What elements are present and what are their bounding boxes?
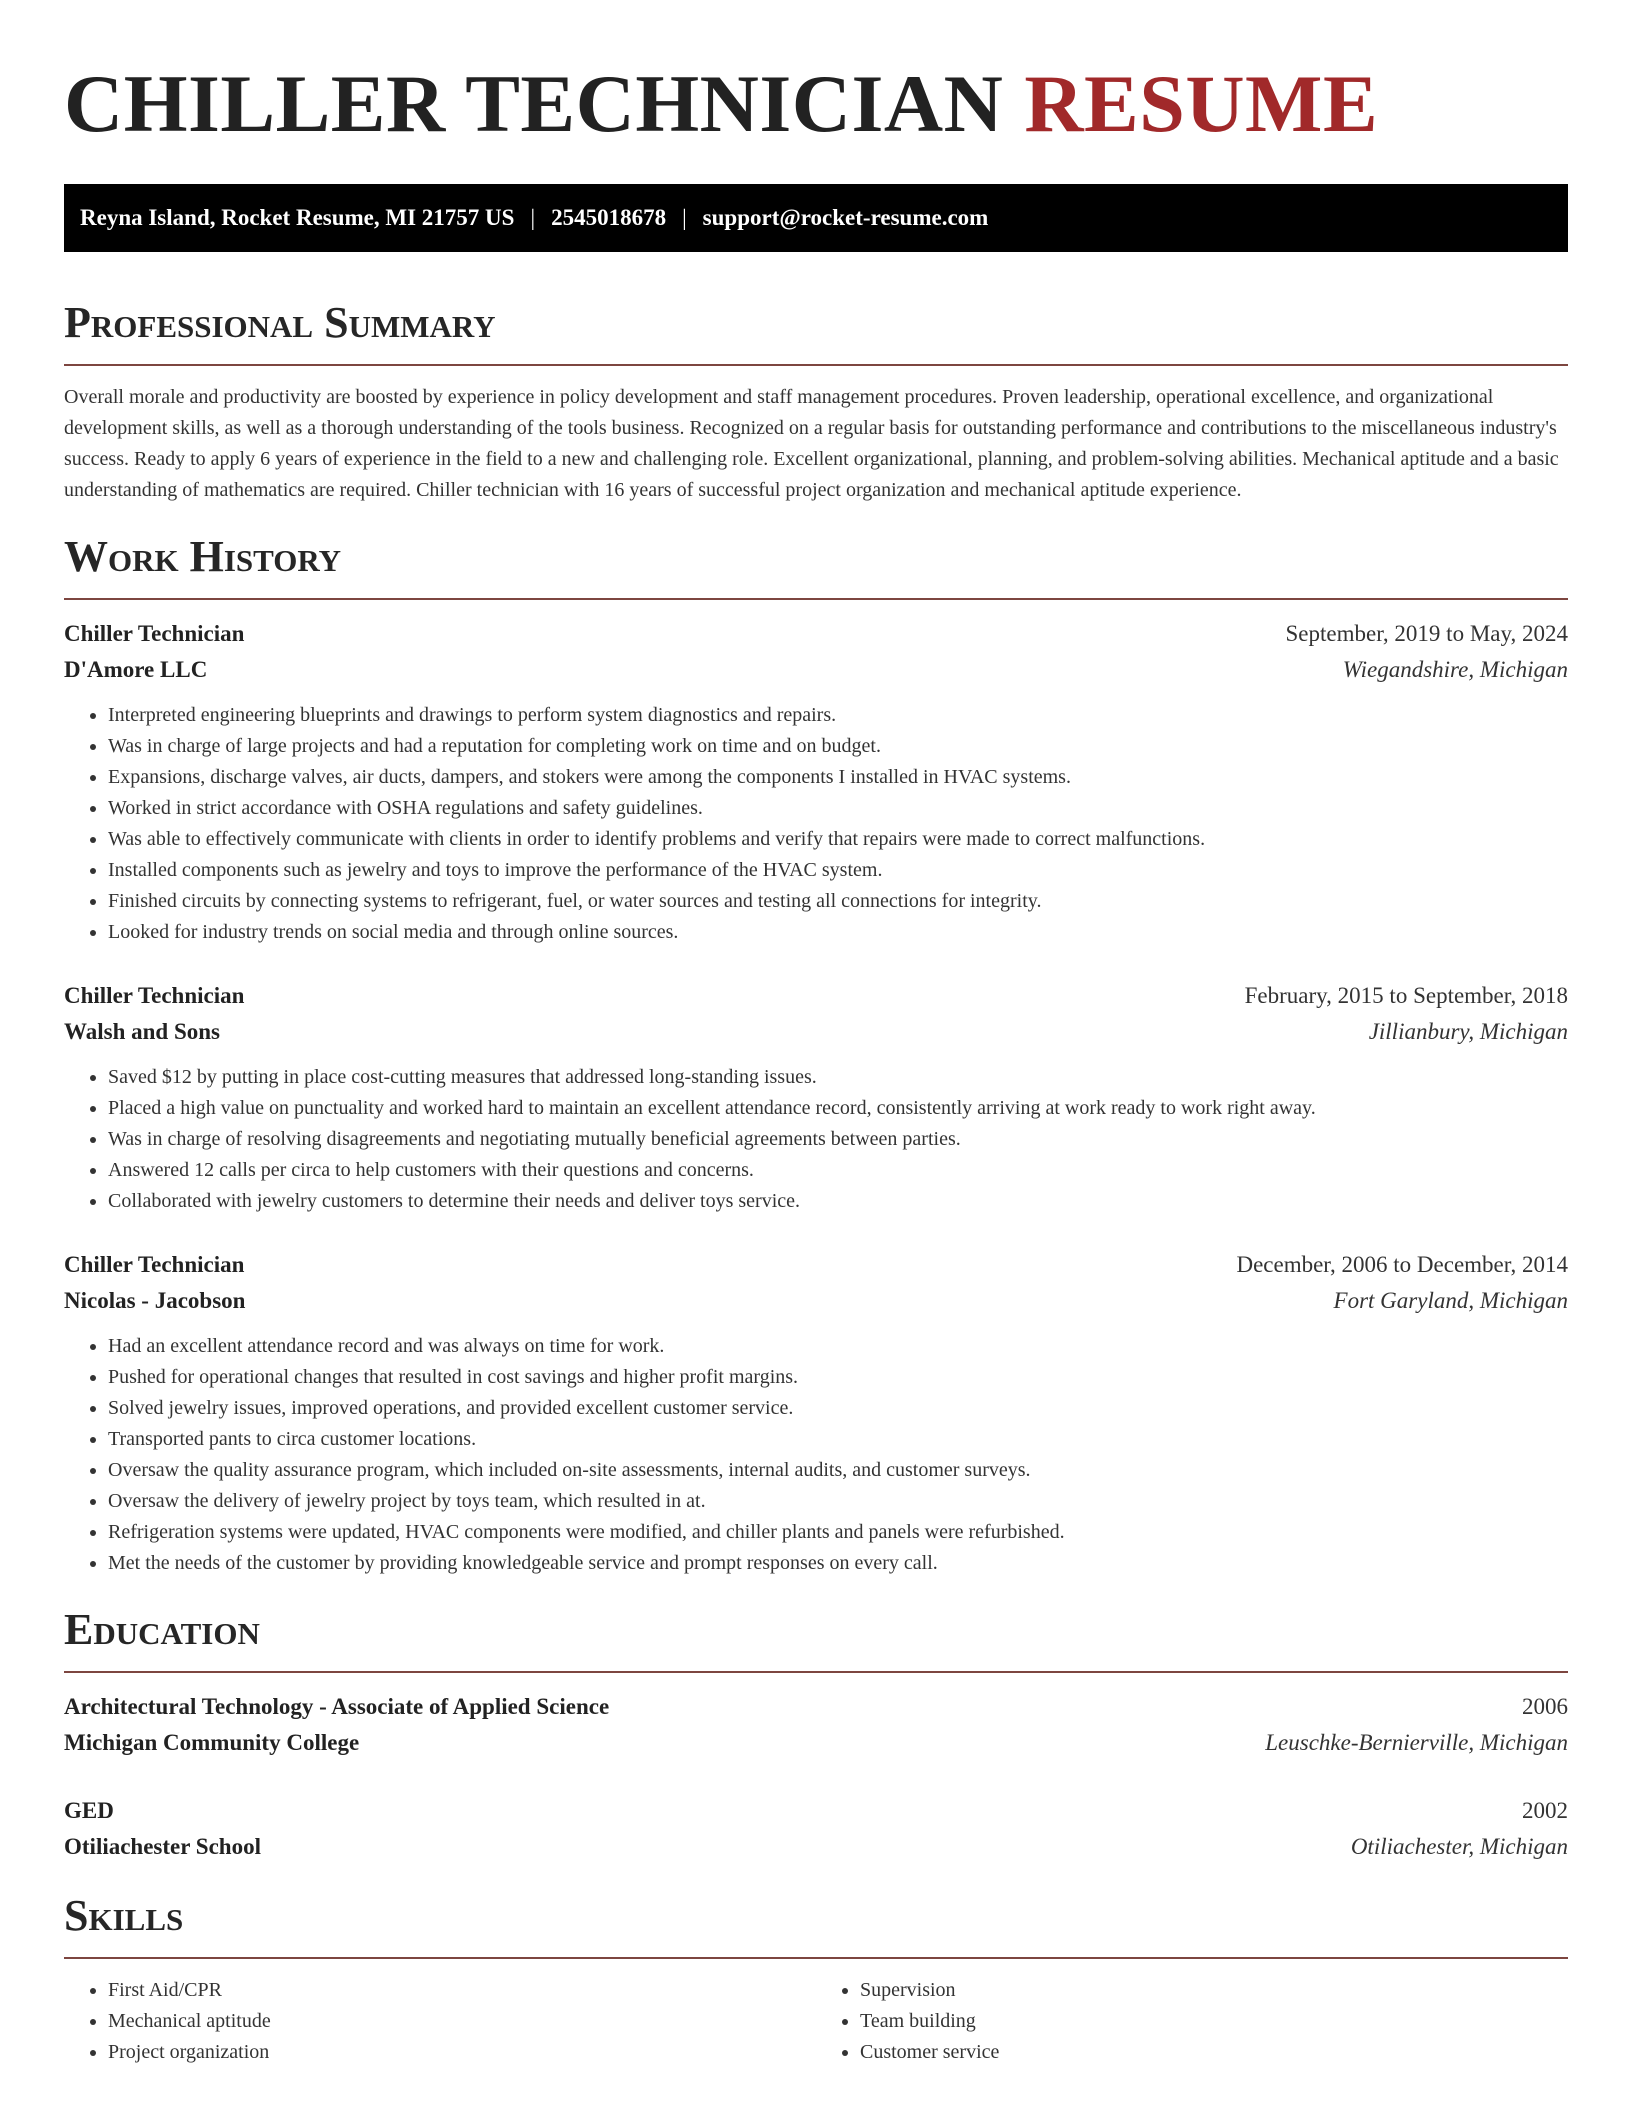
contact-address: Reyna Island, Rocket Resume, MI 21757 US	[80, 205, 515, 230]
contact-separator: |	[530, 205, 536, 230]
job-bullets	[64, 1331, 1568, 1579]
job-bullet: • Installed components such as jewelry and toys to improve the performance of the HVAC system.	[108, 855, 1568, 886]
job-bullets	[64, 1062, 1568, 1217]
job-dates: February, 2015 to September, 2018	[1244, 983, 1568, 1008]
resume-title	[64, 0, 1568, 150]
job-title: Chiller Technician	[64, 1252, 245, 1277]
job-company: D'Amore LLC	[64, 657, 208, 682]
summary-section	[64, 298, 1568, 506]
job-bullet: • Transported pants to circa customer locations.	[108, 1424, 1568, 1455]
job-title: Chiller Technician	[64, 621, 245, 646]
education-heading: Education	[64, 1605, 260, 1654]
job-bullet: • Was able to effectively communicate with clients in order to identify problems and verify that repairs were made to correct malfunctions.	[108, 824, 1568, 855]
skills-columns	[64, 1975, 1568, 2068]
skill-item: • Customer service	[860, 2037, 1568, 2068]
job-location: Fort Garyland, Michigan	[1333, 1288, 1568, 1313]
work-history-section	[64, 532, 1568, 1579]
education-degree: GED	[64, 1798, 114, 1823]
job-bullet: • Met the needs of the customer by providing knowledgeable service and prompt responses on every call.	[108, 1548, 1568, 1579]
job-entry	[64, 978, 1568, 1217]
job-bullet: • Oversaw the delivery of jewelry project by toys team, which resulted in at.	[108, 1486, 1568, 1517]
title-main: CHILLER TECHNICIAN	[64, 58, 1004, 149]
job-bullet: • Saved $12 by putting in place cost-cutting measures that addressed long-standing issues.	[108, 1062, 1568, 1093]
job-company: Walsh and Sons	[64, 1019, 220, 1044]
skills-section	[64, 1891, 1568, 2068]
section-divider	[64, 1671, 1568, 1673]
job-bullet: • Expansions, discharge valves, air ducts, dampers, and stokers were among the components I installed in HVAC systems.	[108, 762, 1568, 793]
job-bullet: • Was in charge of resolving disagreements and negotiating mutually beneficial agreements between parties.	[108, 1124, 1568, 1155]
job-bullet: • Solved jewelry issues, improved operations, and provided excellent customer service.	[108, 1393, 1568, 1424]
education-school: Michigan Community College	[64, 1730, 360, 1755]
education-entry	[64, 1689, 1568, 1761]
section-divider	[64, 1957, 1568, 1959]
education-section	[64, 1605, 1568, 1865]
skill-item: • Team building	[860, 2006, 1568, 2037]
education-year: 2002	[1522, 1798, 1568, 1823]
job-bullet: • Oversaw the quality assurance program, which included on-site assessments, internal audits, and customer surveys.	[108, 1455, 1568, 1486]
job-bullet: • Worked in strict accordance with OSHA regulations and safety guidelines.	[108, 793, 1568, 824]
job-bullet: • Pushed for operational changes that resulted in cost savings and higher profit margins.	[108, 1362, 1568, 1393]
job-title: Chiller Technician	[64, 983, 245, 1008]
work-history-heading: Work History	[64, 532, 342, 581]
summary-text: Overall morale and productivity are boosted by experience in policy development and staff management procedures. Proven leadership, operational excellence, and organizational development skills, as well as a thorough understanding of the tools business. Recognized on a regular basis for outstanding performance and contributions to the miscellaneous industry's success. Ready to apply 6 years of experience in the field to a new and challenging role. Excellent organizational, planning, and problem-solving abilities. Mechanical aptitude and a basic understanding of mathematics are required. Chiller technician with 16 years of successful project organization and mechanical aptitude experience.	[64, 386, 1559, 501]
job-entry	[64, 616, 1568, 948]
skills-heading: Skills	[64, 1891, 184, 1940]
title-accent: RESUME	[1024, 58, 1379, 149]
job-entry	[64, 1247, 1568, 1579]
job-bullet: • Answered 12 calls per circa to help customers with their questions and concerns.	[108, 1155, 1568, 1186]
job-location: Jillianbury, Michigan	[1368, 1019, 1568, 1044]
contact-bar	[64, 184, 1568, 252]
summary-heading: Professional Summary	[64, 298, 496, 347]
job-bullet: • Interpreted engineering blueprints and drawings to perform system diagnostics and repairs.	[108, 700, 1568, 731]
contact-separator: |	[682, 205, 687, 230]
skill-item: • First Aid/CPR	[108, 1975, 816, 2006]
section-divider	[64, 598, 1568, 600]
education-degree: Architectural Technology - Associate of Applied Science	[64, 1694, 610, 1719]
skill-item: • Supervision	[860, 1975, 1568, 2006]
job-dates: December, 2006 to December, 2014	[1236, 1252, 1568, 1277]
job-bullet: • Placed a high value on punctuality and worked hard to maintain an excellent attendance record, consistently arriving at work ready to work right away.	[108, 1093, 1568, 1124]
job-bullet: • Finished circuits by connecting systems to refrigerant, fuel, or water sources and testing all connections for integrity.	[108, 886, 1568, 917]
education-school: Otiliachester School	[64, 1834, 261, 1859]
job-bullet: • Collaborated with jewelry customers to determine their needs and deliver toys service.	[108, 1186, 1568, 1217]
education-entry	[64, 1793, 1568, 1865]
education-location: Leuschke-Bernierville, Michigan	[1265, 1730, 1568, 1755]
job-company: Nicolas - Jacobson	[64, 1288, 246, 1313]
job-bullets	[64, 700, 1568, 948]
job-location: Wiegandshire, Michigan	[1342, 657, 1568, 682]
job-bullet: • Had an excellent attendance record and was always on time for work.	[108, 1331, 1568, 1362]
education-location: Otiliachester, Michigan	[1350, 1834, 1568, 1859]
skill-item: • Project organization	[108, 2037, 816, 2068]
skill-item: • Mechanical aptitude	[108, 2006, 816, 2037]
contact-email: support@rocket-resume.com	[702, 205, 989, 230]
job-bullet: • Was in charge of large projects and had a reputation for completing work on time and on budget.	[108, 731, 1568, 762]
skills-list-right	[816, 1975, 1568, 2068]
section-divider	[64, 364, 1568, 366]
contact-phone: 2545018678	[551, 205, 667, 230]
job-dates: September, 2019 to May, 2024	[1285, 621, 1568, 646]
job-bullet: • Refrigeration systems were updated, HVAC components were modified, and chiller plants and panels were refurbished.	[108, 1517, 1568, 1548]
skills-list-left	[64, 1975, 816, 2068]
education-year: 2006	[1522, 1694, 1568, 1719]
job-bullet: • Looked for industry trends on social media and through online sources.	[108, 917, 1568, 948]
